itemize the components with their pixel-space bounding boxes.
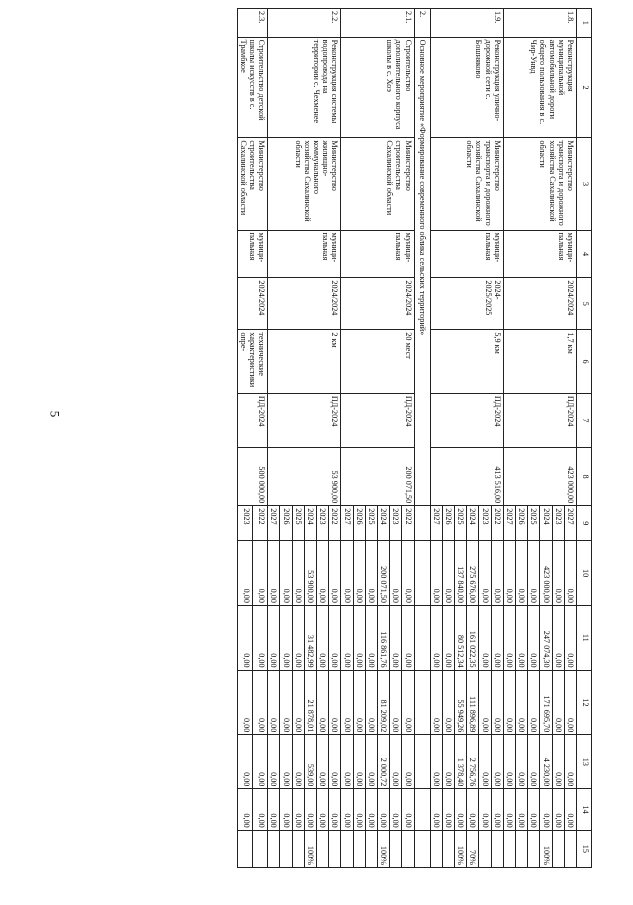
- ownership-form: муници-пальная: [268, 230, 341, 278]
- readiness-percent: [341, 830, 353, 867]
- other-sources: 0,00: [304, 789, 316, 830]
- readiness-percent: [317, 830, 329, 867]
- year-cell: 2027: [564, 506, 576, 541]
- other-sources: 0,00: [455, 789, 467, 830]
- federal-budget: 161 022,35: [467, 605, 479, 670]
- total-amount: 0,00: [329, 541, 341, 606]
- empty-cell: [414, 789, 430, 830]
- other-sources: 0,00: [317, 789, 329, 830]
- column-number-row: [577, 9, 592, 868]
- year-cell: 2025: [528, 506, 540, 541]
- total-amount: 0,00: [353, 541, 365, 606]
- col-header-4: 4: [577, 230, 592, 278]
- federal-budget: 0,00: [237, 605, 252, 670]
- design-documentation: ПД-2024: [237, 393, 268, 447]
- readiness-percent: [479, 830, 491, 867]
- local-budget: 0,00: [430, 735, 442, 789]
- responsible-ministry: Министерство жилищно-коммунального хозяйства Сахалинской области: [268, 138, 341, 230]
- regional-budget: 0,00: [528, 670, 540, 735]
- empty-cell: [414, 506, 430, 541]
- regional-budget: 0,00: [402, 670, 414, 735]
- federal-budget: 0,00: [442, 605, 454, 670]
- responsible-ministry: Министерство строительства Сахалинской области: [341, 138, 414, 230]
- responsible-ministry: Министерство транспорта и дорожного хозяйства Сахалинской области: [430, 138, 503, 230]
- readiness-percent: 100%: [378, 830, 390, 867]
- estimated-cost: 500 000,00: [237, 447, 268, 505]
- total-amount: 0,00: [237, 541, 252, 606]
- table-row: [329, 9, 341, 868]
- total-amount: 0,00: [552, 541, 564, 606]
- federal-budget: 0,00: [365, 605, 377, 670]
- local-budget: 0,00: [292, 735, 304, 789]
- col-header-3: 3: [577, 138, 592, 230]
- federal-budget: 0,00: [292, 605, 304, 670]
- local-budget: 0,00: [317, 735, 329, 789]
- total-amount: 0,00: [268, 541, 280, 606]
- row-number: 2.3.: [237, 9, 268, 38]
- design-documentation: ПД-2024: [430, 393, 503, 447]
- year-cell: 2026: [442, 506, 454, 541]
- object-name: Реконструкция муниципальной автомобильной дороги общего пользования в с. Чир-Унвд: [503, 37, 576, 138]
- federal-budget: 0,00: [317, 605, 329, 670]
- total-amount: 0,00: [442, 541, 454, 606]
- readiness-percent: [237, 830, 252, 867]
- federal-budget: 0,00: [564, 605, 576, 670]
- regional-budget: 0,00: [292, 670, 304, 735]
- total-amount: 0,00: [516, 541, 528, 606]
- object-name: Реконструкция улично-дорожной сети с. Бошняково: [430, 37, 503, 138]
- local-budget: 0,00: [528, 735, 540, 789]
- col-header-2: 2: [577, 37, 592, 138]
- design-documentation: ПД-2024: [503, 393, 576, 447]
- local-budget: 0,00: [479, 735, 491, 789]
- other-sources: 0,00: [365, 789, 377, 830]
- col-header-1: 1: [577, 9, 592, 38]
- table-row: [564, 9, 576, 868]
- col-header-9: 9: [577, 506, 592, 541]
- row-number: 2.1.: [341, 9, 414, 38]
- readiness-percent: [280, 830, 292, 867]
- empty-cell: [414, 830, 430, 867]
- empty-cell: [414, 735, 430, 789]
- other-sources: 0,00: [442, 789, 454, 830]
- regional-budget: 21 878,01: [304, 670, 316, 735]
- construction-period: 2024/2024: [237, 278, 268, 330]
- year-cell: 2023: [479, 506, 491, 541]
- table-row: [253, 9, 268, 868]
- federal-budget: 0,00: [280, 605, 292, 670]
- object-name: Строительство дополнительного корпуса школы в с. Хоэ: [341, 37, 414, 138]
- year-cell: 2026: [516, 506, 528, 541]
- ownership-form: муници-пальная: [503, 230, 576, 278]
- regional-budget: 0,00: [365, 670, 377, 735]
- year-cell: 2025: [292, 506, 304, 541]
- readiness-percent: [503, 830, 515, 867]
- investment-table: [237, 8, 592, 868]
- readiness-percent: 100%: [540, 830, 552, 867]
- total-amount: 0,00: [564, 541, 576, 606]
- total-amount: 200 071,50: [378, 541, 390, 606]
- readiness-percent: [402, 830, 414, 867]
- regional-budget: 0,00: [237, 670, 252, 735]
- year-cell: 2022: [253, 506, 268, 541]
- design-documentation: ПД-2024: [268, 393, 341, 447]
- row-number: 1.8.: [503, 9, 576, 38]
- local-budget: 0,00: [516, 735, 528, 789]
- local-budget: 0,00: [280, 735, 292, 789]
- total-amount: 0,00: [390, 541, 402, 606]
- federal-budget: 0,00: [552, 605, 564, 670]
- year-cell: 2023: [552, 506, 564, 541]
- construction-period: 2024/2024: [341, 278, 414, 330]
- construction-period: 2024/2024: [268, 278, 341, 330]
- object-capacity: 20 мест: [341, 330, 414, 393]
- other-sources: 0,00: [552, 789, 564, 830]
- federal-budget: 0,00: [503, 605, 515, 670]
- year-cell: 2027: [341, 506, 353, 541]
- design-documentation: ПД-2024: [341, 393, 414, 447]
- total-amount: 0,00: [479, 541, 491, 606]
- year-cell: 2023: [317, 506, 329, 541]
- local-budget: 539,00: [304, 735, 316, 789]
- total-amount: 0,00: [402, 541, 414, 606]
- readiness-percent: [329, 830, 341, 867]
- total-amount: 0,00: [528, 541, 540, 606]
- local-budget: 0,00: [341, 735, 353, 789]
- row-number: 2.2.: [268, 9, 341, 38]
- estimated-cost: 413 516,00: [430, 447, 503, 505]
- table-row: [402, 9, 414, 868]
- total-amount: 0,00: [430, 541, 442, 606]
- regional-budget: 81 209,02: [378, 670, 390, 735]
- federal-budget: 0,00: [430, 605, 442, 670]
- empty-cell: [414, 605, 430, 670]
- responsible-ministry: Министерство транспорта и дорожного хозяйства Сахалинской области: [503, 138, 576, 230]
- regional-budget: 0,00: [390, 670, 402, 735]
- year-cell: 2024: [467, 506, 479, 541]
- local-budget: 0,00: [237, 735, 252, 789]
- object-capacity: 5,9 км: [430, 330, 503, 393]
- local-budget: 0,00: [402, 735, 414, 789]
- construction-period: 2024-2025/2025: [430, 278, 503, 330]
- readiness-percent: [442, 830, 454, 867]
- year-cell: 2023: [237, 506, 252, 541]
- regional-budget: 0,00: [280, 670, 292, 735]
- regional-budget: 0,00: [442, 670, 454, 735]
- total-amount: 0,00: [341, 541, 353, 606]
- regional-budget: 0,00: [564, 670, 576, 735]
- regional-budget: 0,00: [479, 670, 491, 735]
- readiness-percent: [491, 830, 503, 867]
- readiness-percent: [564, 830, 576, 867]
- year-cell: 2026: [280, 506, 292, 541]
- other-sources: 0,00: [564, 789, 576, 830]
- local-budget: 2 756,76: [467, 735, 479, 789]
- federal-budget: 0,00: [402, 605, 414, 670]
- federal-budget: 116 861,76: [378, 605, 390, 670]
- federal-budget: 247 074,30: [540, 605, 552, 670]
- total-amount: 0,00: [253, 541, 268, 606]
- total-amount: 53 900,00: [304, 541, 316, 606]
- other-sources: 0,00: [253, 789, 268, 830]
- regional-budget: 0,00: [268, 670, 280, 735]
- local-budget: 0,00: [564, 735, 576, 789]
- readiness-percent: [430, 830, 442, 867]
- section-row: [414, 9, 430, 868]
- year-cell: 2022: [329, 506, 341, 541]
- other-sources: 0,00: [467, 789, 479, 830]
- estimated-cost: 200 071,50: [341, 447, 414, 505]
- other-sources: 0,00: [528, 789, 540, 830]
- readiness-percent: [253, 830, 268, 867]
- readiness-percent: [552, 830, 564, 867]
- rotated-table-sheet: [52, 8, 592, 868]
- local-budget: 0,00: [491, 735, 503, 789]
- regional-budget: 0,00: [516, 670, 528, 735]
- year-cell: 2025: [455, 506, 467, 541]
- readiness-percent: [292, 830, 304, 867]
- regional-budget: 0,00: [341, 670, 353, 735]
- federal-budget: 0,00: [253, 605, 268, 670]
- regional-budget: 111 896,89: [467, 670, 479, 735]
- local-budget: 0,00: [353, 735, 365, 789]
- other-sources: 0,00: [268, 789, 280, 830]
- estimated-cost: 53 900,00: [268, 447, 341, 505]
- regional-budget: 0,00: [353, 670, 365, 735]
- col-header-7: 7: [577, 393, 592, 447]
- col-header-6: 6: [577, 330, 592, 393]
- object-capacity: технические характеристики опре-: [237, 330, 268, 393]
- ownership-form: муници-пальная: [237, 230, 268, 278]
- federal-budget: 0,00: [479, 605, 491, 670]
- total-amount: 275 676,00: [467, 541, 479, 606]
- other-sources: 0,00: [503, 789, 515, 830]
- col-header-11: 11: [577, 605, 592, 670]
- local-budget: 0,00: [329, 735, 341, 789]
- table-row: [491, 9, 503, 868]
- regional-budget: 0,00: [491, 670, 503, 735]
- other-sources: 0,00: [280, 789, 292, 830]
- empty-cell: [414, 670, 430, 735]
- object-capacity: 2 км: [268, 330, 341, 393]
- regional-budget: 0,00: [552, 670, 564, 735]
- year-cell: 2025: [365, 506, 377, 541]
- total-amount: 0,00: [491, 541, 503, 606]
- other-sources: 0,00: [540, 789, 552, 830]
- readiness-percent: 100%: [304, 830, 316, 867]
- regional-budget: 0,00: [430, 670, 442, 735]
- readiness-percent: [268, 830, 280, 867]
- federal-budget: 0,00: [491, 605, 503, 670]
- total-amount: 423 000,00: [540, 541, 552, 606]
- col-header-13: 13: [577, 735, 592, 789]
- total-amount: 137 840,00: [455, 541, 467, 606]
- col-header-14: 14: [577, 789, 592, 830]
- other-sources: 0,00: [353, 789, 365, 830]
- regional-budget: 0,00: [503, 670, 515, 735]
- other-sources: 0,00: [237, 789, 252, 830]
- other-sources: 0,00: [390, 789, 402, 830]
- year-cell: 2027: [503, 506, 515, 541]
- estimated-cost: 423 000,00: [503, 447, 576, 505]
- readiness-percent: 70%: [467, 830, 479, 867]
- other-sources: 0,00: [378, 789, 390, 830]
- other-sources: 0,00: [292, 789, 304, 830]
- federal-budget: 31 482,99: [304, 605, 316, 670]
- other-sources: 0,00: [341, 789, 353, 830]
- local-budget: 0,00: [442, 735, 454, 789]
- construction-period: 2024/2024: [503, 278, 576, 330]
- responsible-ministry: Министерство строительства Сахалинской области: [237, 138, 268, 230]
- total-amount: 0,00: [365, 541, 377, 606]
- col-header-12: 12: [577, 670, 592, 735]
- other-sources: 0,00: [479, 789, 491, 830]
- section-number: 2.: [414, 9, 430, 38]
- object-name: Реконструкция системы водопровода на территории с. Чехменее: [268, 37, 341, 138]
- local-budget: 0,00: [390, 735, 402, 789]
- year-cell: 2024: [378, 506, 390, 541]
- readiness-percent: 100%: [455, 830, 467, 867]
- readiness-percent: [365, 830, 377, 867]
- empty-cell: [414, 541, 430, 606]
- year-cell: 2024: [540, 506, 552, 541]
- year-cell: 2022: [491, 506, 503, 541]
- row-number: 1.9.: [430, 9, 503, 38]
- total-amount: 0,00: [292, 541, 304, 606]
- col-header-15: 15: [577, 830, 592, 867]
- other-sources: 0,00: [516, 789, 528, 830]
- total-amount: 0,00: [280, 541, 292, 606]
- readiness-percent: [390, 830, 402, 867]
- object-capacity: 1,7 км: [503, 330, 576, 393]
- year-cell: 2022: [402, 506, 414, 541]
- local-budget: 0,00: [503, 735, 515, 789]
- total-amount: 0,00: [503, 541, 515, 606]
- local-budget: 0,00: [552, 735, 564, 789]
- year-cell: 2027: [268, 506, 280, 541]
- federal-budget: 0,00: [341, 605, 353, 670]
- local-budget: 0,00: [268, 735, 280, 789]
- regional-budget: 0,00: [329, 670, 341, 735]
- ownership-form: муници-пальная: [430, 230, 503, 278]
- table-body: [237, 9, 576, 868]
- page-number: 5: [47, 410, 63, 418]
- other-sources: 0,00: [491, 789, 503, 830]
- federal-budget: 0,00: [329, 605, 341, 670]
- other-sources: 0,00: [430, 789, 442, 830]
- year-cell: 2024: [304, 506, 316, 541]
- federal-budget: 0,00: [528, 605, 540, 670]
- year-cell: 2026: [353, 506, 365, 541]
- section-title: Основное мероприятие «Формирование современного облика сельских территорий»: [414, 37, 430, 506]
- regional-budget: 55 949,26: [455, 670, 467, 735]
- other-sources: 0,00: [329, 789, 341, 830]
- regional-budget: 171 695,70: [540, 670, 552, 735]
- object-name: Строительство детской школы искусств в с. Трамбкое: [237, 37, 268, 138]
- local-budget: 0,00: [253, 735, 268, 789]
- readiness-percent: [353, 830, 365, 867]
- federal-budget: 0,00: [353, 605, 365, 670]
- total-amount: 0,00: [317, 541, 329, 606]
- year-cell: 2027: [430, 506, 442, 541]
- federal-budget: 0,00: [390, 605, 402, 670]
- other-sources: 0,00: [402, 789, 414, 830]
- readiness-percent: [528, 830, 540, 867]
- col-header-5: 5: [577, 278, 592, 330]
- local-budget: 1 378,40: [455, 735, 467, 789]
- federal-budget: 0,00: [268, 605, 280, 670]
- local-budget: 0,00: [365, 735, 377, 789]
- col-header-8: 8: [577, 447, 592, 505]
- federal-budget: 0,00: [516, 605, 528, 670]
- regional-budget: 0,00: [317, 670, 329, 735]
- local-budget: 2 000,72: [378, 735, 390, 789]
- federal-budget: 80 512,34: [455, 605, 467, 670]
- readiness-percent: [516, 830, 528, 867]
- regional-budget: 0,00: [253, 670, 268, 735]
- col-header-10: 10: [577, 541, 592, 606]
- year-cell: 2023: [390, 506, 402, 541]
- ownership-form: муници-пальная: [341, 230, 414, 278]
- local-budget: 4 230,00: [540, 735, 552, 789]
